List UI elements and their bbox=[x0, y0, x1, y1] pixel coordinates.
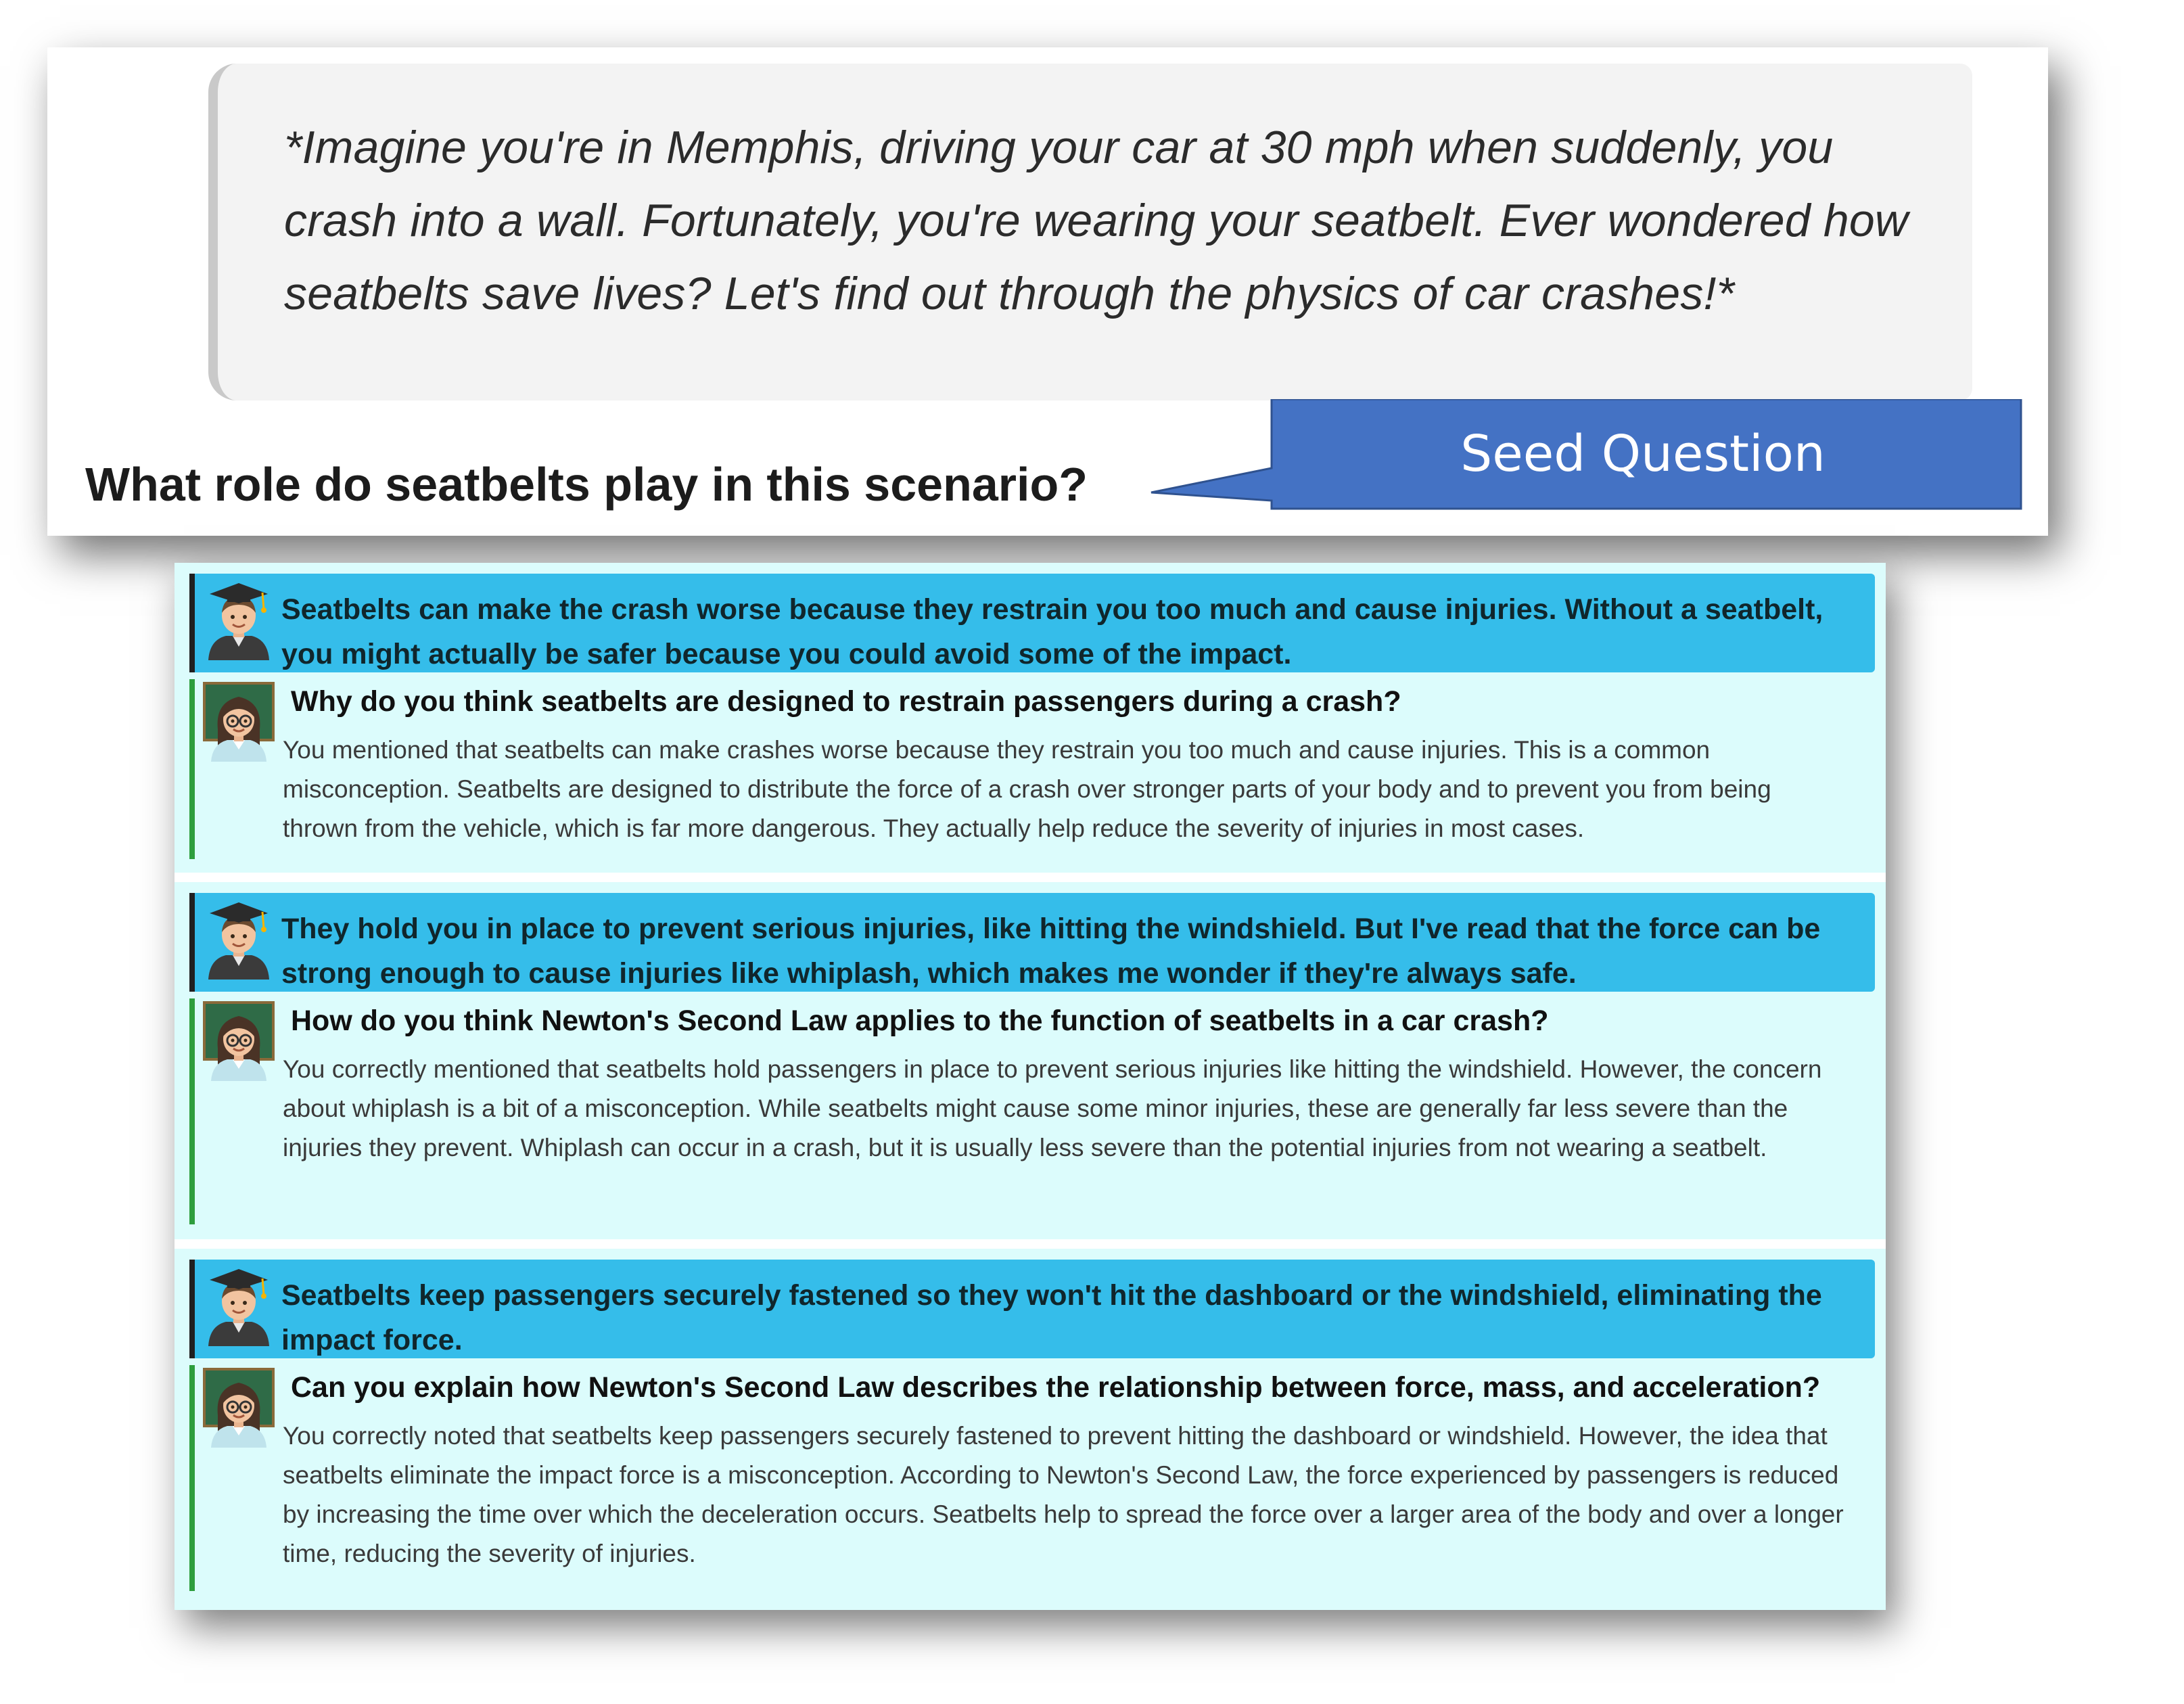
conversation-turn bbox=[175, 1249, 1886, 1610]
seed-question-callout bbox=[1150, 399, 2022, 514]
tutor-feedback: You mentioned that seatbelts can make crashes worse because they restrain you too much and cause injuries. This is a common misconception. Seatbelts are designed to distribute the force of a crash over stronger parts of your body and to prevent you from being thrown from the vehicle, which is far more dangerous. They actually help reduce the severity of injuries in most cases. bbox=[283, 736, 1771, 842]
student-graduate-icon bbox=[203, 1266, 275, 1346]
scenario-panel bbox=[47, 47, 2048, 536]
conversation-panel bbox=[175, 563, 1886, 1610]
tutor-response bbox=[189, 1365, 1875, 1591]
student-response bbox=[189, 1260, 1875, 1358]
tutor-feedback: You correctly mentioned that seatbelts hold passengers in place to prevent serious injuries like hitting the windshield. However, the concern about whiplash is a bit of a misconception. While seatbelts might cause some minor injuries, these are generally far less severe than the injuries they prevent. Whiplash can occur in a crash, but it is usually less severe than the potential injuries from not wearing a seatbelt. bbox=[283, 1055, 1822, 1161]
tutor-question: Can you explain how Newton's Second Law describes the relationship between force, mass, and acceleration? bbox=[291, 1371, 1821, 1404]
student-response-text: Seatbelts can make the crash worse because they restrain you too much and cause injuries. Without a seatbelt, you might actually be safer because you could avoid some of the impact. bbox=[281, 593, 1823, 670]
tutor-response bbox=[189, 998, 1875, 1224]
seed-question: What role do seatbelts play in this scenario? bbox=[85, 458, 1088, 511]
conversation-turn bbox=[175, 882, 1886, 1239]
student-response-text: They hold you in place to prevent serious injuries, like hitting the windshield. But I've read that the force can be strong enough to cause injuries like whiplash, which makes me wonder if they're always safe. bbox=[281, 913, 1821, 990]
teacher-icon bbox=[203, 1001, 275, 1081]
tutor-feedback: You correctly noted that seatbelts keep passengers securely fastened to prevent hitting the dashboard or windshield. However, the idea that seatbelts eliminate the impact force is a misconception. According to Newton's Second Law, the force experienced by passengers is reduced by increasing the time over which the deceleration occurs. Seatbelts help to spread the force over a larger area of the body and over a longer time, reducing the severity of injuries. bbox=[283, 1422, 1844, 1567]
student-graduate-icon bbox=[203, 580, 275, 660]
teacher-icon bbox=[203, 682, 275, 762]
tutor-question: Why do you think seatbelts are designed to restrain passengers during a crash? bbox=[291, 685, 1401, 718]
teacher-icon bbox=[203, 1368, 275, 1448]
scenario-text: *Imagine you're in Memphis, driving your car at 30 mph when suddenly, you crash into a wall. Fortunately, you're wearing your seatbelt. Ever wondered how seatbelts save lives? Let's find out through the physics of car crashes!* bbox=[284, 122, 1909, 319]
student-response-text: Seatbelts keep passengers securely fastened so they won't hit the dashboard or the windshield, eliminating the impact force. bbox=[281, 1279, 1822, 1356]
student-graduate-icon bbox=[203, 900, 275, 980]
scenario-box bbox=[208, 64, 1972, 400]
student-response bbox=[189, 893, 1875, 992]
tutor-question: How do you think Newton's Second Law applies to the function of seatbelts in a car crash? bbox=[291, 1005, 1549, 1037]
tutor-response bbox=[189, 679, 1875, 859]
student-response bbox=[189, 574, 1875, 672]
conversation-turn bbox=[175, 563, 1886, 873]
callout-label: Seed Question bbox=[1460, 425, 1826, 483]
